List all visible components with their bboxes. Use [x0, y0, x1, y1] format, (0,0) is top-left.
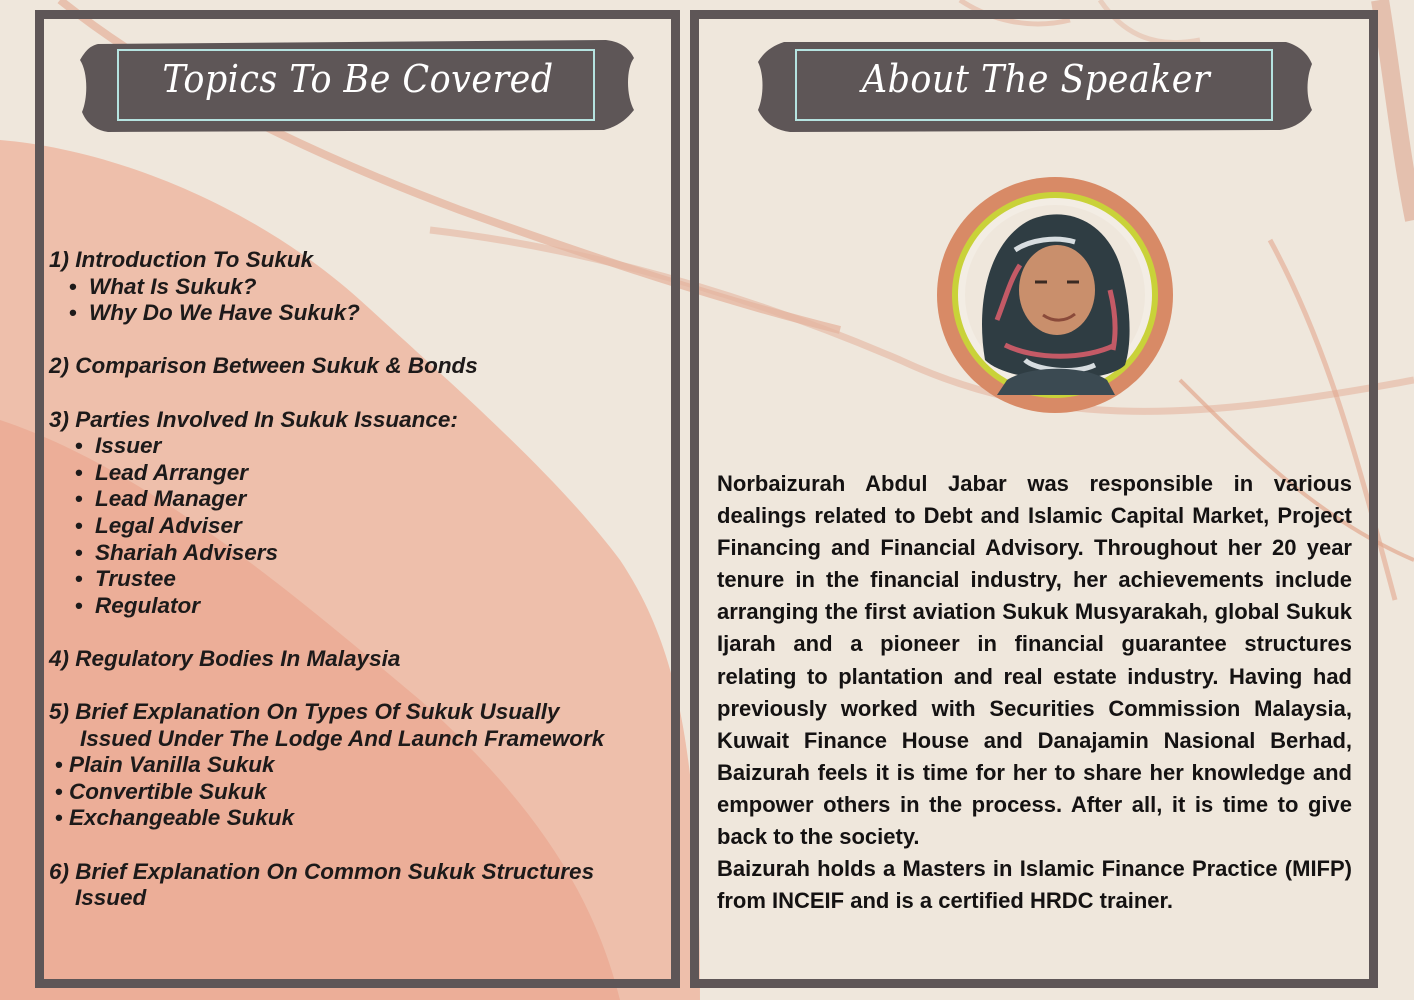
topic-heading: 5) Brief Explanation On Types Of Sukuk Usually [49, 699, 560, 725]
topic-section-5 [49, 699, 669, 832]
topic-section-4 [49, 646, 669, 673]
topic-bullet: • Lead Manager [75, 486, 247, 512]
topic-heading: 6) Brief Explanation On Common Sukuk Structures [49, 858, 595, 884]
topic-bullet: • Exchangeable Sukuk [55, 805, 295, 831]
topics-list [49, 247, 669, 938]
topic-bullet: • Trustee [75, 566, 176, 592]
topic-bullet: • Shariah Advisers [75, 539, 278, 565]
topic-section-1 [49, 247, 669, 327]
topic-heading: 2) Comparison Between Sukuk & Bonds [49, 353, 478, 379]
topics-banner [78, 38, 638, 134]
topic-bullet: • Lead Arranger [75, 459, 248, 485]
bio-paragraph: Baizurah holds a Masters in Islamic Finance Practice (MIFP) from INCEIF and is a certified HRDC trainer. [717, 856, 1352, 914]
topic-bullet: • Convertible Sukuk [55, 778, 267, 804]
speaker-portrait-icon [935, 170, 1175, 420]
bio-paragraph: Norbaizurah Abdul Jabar was responsible in various dealings related to Debt and Islamic Capital Market, Project Financing and Financial Advisory. Throughout her 20 year tenure in the financial industry, her achievements include arranging the first aviation Sukuk Musyarakah, global Sukuk Ijarah and a pioneer in financial guarantee structures relating to plantation and real estate industry. Having had previously worked with Securities Commission Malaysia, Kuwait Finance House and Danajamin Nasional Berhad, Baizurah feels it is time for her to share her knowledge and empower others in the process. After all, it is time to give back to the society. [717, 471, 1352, 850]
topic-bullet: • Why Do We Have Sukuk? [69, 300, 360, 326]
topic-bullet: • Issuer [75, 433, 162, 459]
speaker-bio [717, 468, 1352, 917]
speaker-title: About The Speaker [861, 57, 1211, 101]
topic-bullet: • What Is Sukuk? [69, 273, 257, 299]
topic-section-2 [49, 353, 669, 380]
topic-heading-continued: Issued [75, 885, 147, 911]
topic-section-3 [49, 407, 669, 620]
topic-bullet: • Plain Vanilla Sukuk [55, 752, 275, 778]
topic-heading-continued: Issued Under The Lodge And Launch Framework [80, 725, 605, 751]
topic-section-6 [49, 859, 669, 912]
topic-heading: 1) Introduction To Sukuk [49, 247, 314, 272]
topic-bullet: • Regulator [75, 592, 201, 618]
topic-bullet: • Legal Adviser [75, 512, 242, 538]
speaker-banner [756, 38, 1316, 134]
topic-heading: 3) Parties Involved In Sukuk Issuance: [49, 406, 458, 432]
topic-heading: 4) Regulatory Bodies In Malaysia [49, 645, 401, 671]
topics-title: Topics To Be Covered [162, 57, 554, 101]
